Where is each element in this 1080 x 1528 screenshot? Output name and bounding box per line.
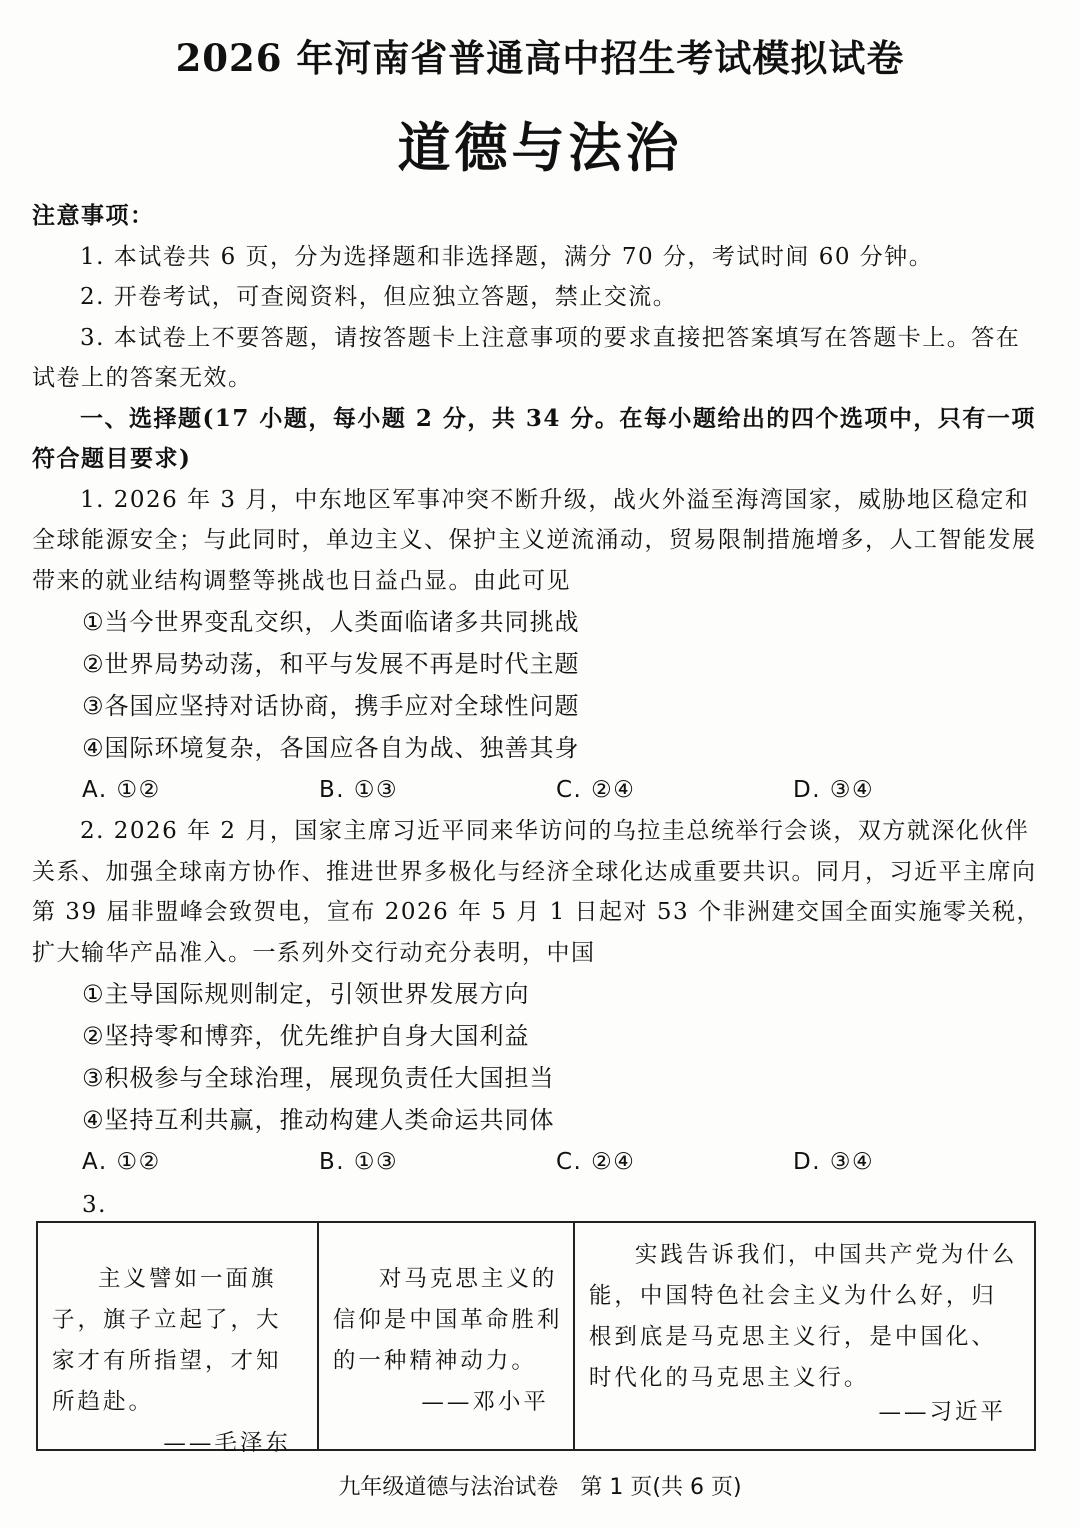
- choice-a: A. ①②: [82, 1149, 161, 1175]
- quote-text: 主义譬如一面旗子，旗子立起了，大家才有所指望，才知所趋赴。: [52, 1266, 282, 1415]
- question-2-option: ②坚持零和博弈，优先维护自身大国利益: [82, 1022, 530, 1050]
- question-2-option: ①主导国际规则制定，引领世界发展方向: [82, 980, 530, 1008]
- quote-cell-deng: [319, 1223, 575, 1449]
- question-1-option: ①当今世界变乱交织，人类面临诸多共同挑战: [82, 608, 580, 636]
- page-footer: 九年级道德与法治试卷 第 1 页(共 6 页): [338, 1475, 742, 1500]
- exam-title: 2026 年河南省普通高中招生考试模拟试卷: [175, 36, 905, 80]
- note-item: 1. 本试卷共 6 页，分为选择题和非选择题，满分 70 分，考试时间 60 分钟。: [80, 243, 934, 270]
- quote-author: ——习近平: [878, 1399, 1006, 1425]
- quote-text: 对马克思主义的信仰是中国革命胜利的一种精神动力。: [332, 1266, 563, 1374]
- question-2-option: ④坚持互利共赢，推动构建人类命运共同体: [82, 1106, 555, 1134]
- question-3-number: 3.: [82, 1192, 107, 1218]
- question-1-option: ②世界局势动荡，和平与发展不再是时代主题: [82, 650, 580, 678]
- quote-table: [36, 1221, 1036, 1456]
- choice-c: C. ②④: [556, 777, 636, 803]
- question-2-option: ③积极参与全球治理，展现负责任大国担当: [82, 1064, 555, 1092]
- question-1-option: ③各国应坚持对话协商，携手应对全球性问题: [82, 692, 580, 720]
- section-heading: 一、选择题(17 小题，每小题 2 分，共 34 分。在每小题给出的四个选项中，只有一项符合题目要求): [32, 404, 1036, 472]
- quote-author: ——毛泽东: [163, 1430, 291, 1456]
- question-1-choices: [32, 769, 1042, 811]
- exam-body: [32, 196, 1042, 1227]
- quote-cell-xi: [575, 1223, 1034, 1449]
- choice-d: D. ③④: [793, 777, 875, 803]
- question-1-option: ④国际环境复杂，各国应各自为战、独善其身: [82, 734, 580, 762]
- note-item: 2. 开卷考试，可查阅资料，但应独立答题，禁止交流。: [80, 284, 678, 310]
- question-1-stem: 1. 2026 年 3 月，中东地区军事冲突不断升级，战火外溢至海湾国家，威胁地区稳定和全球能源安全；与此同时，单边主义、保护主义逆流涌动，贸易限制措施增多，人工智能发展带来的就业结构调整等挑战也日益凸显。由此可见: [32, 486, 1037, 594]
- subject-title: 道德与法治: [397, 117, 683, 179]
- question-2-choices: [32, 1141, 1042, 1183]
- notes-heading: 注意事项：: [32, 202, 155, 229]
- choice-b: B. ①③: [319, 777, 399, 803]
- quote-text: 实践告诉我们，中国共产党为什么能，中国特色社会主义为什么好，归根到底是马克思主义行，是中国化、时代化的马克思主义行。: [588, 1242, 1018, 1391]
- quote-author: ——邓小平: [421, 1389, 549, 1415]
- choice-b: B. ①③: [319, 1149, 399, 1175]
- question-2-stem: 2. 2026 年 2 月，国家主席习近平同来华访问的乌拉圭总统举行会谈，双方就深化伙伴关系、加强全球南方协作、推进世界多极化与经济全球化达成重要共识。同月，习近平主席向第 39 届非盟峰会致贺电，宣布 2026 年 5 月 1 日起对 53 个非洲建交国全面实施零关税，扩大输华产品准入。一系列外交行动充分表明，中国: [32, 818, 1041, 966]
- quote-cell-mao: [38, 1223, 319, 1456]
- note-item: 3. 本试卷上不要答题，请按答题卡上注意事项的要求直接把答案填写在答题卡上。答在试卷上的答案无效。: [32, 324, 1021, 391]
- choice-c: C. ②④: [556, 1149, 636, 1175]
- choice-a: A. ①②: [82, 777, 161, 803]
- choice-d: D. ③④: [793, 1149, 875, 1175]
